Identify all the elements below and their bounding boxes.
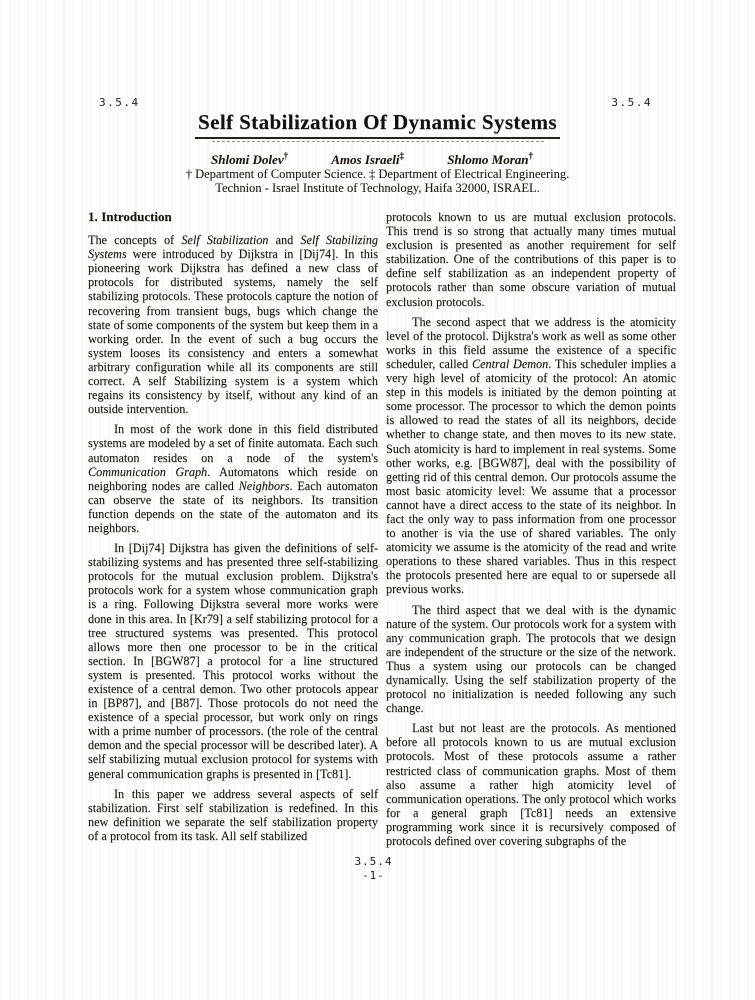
paragraph bbox=[386, 603, 676, 716]
text-segment: . Automatons which reside on neighboring nodes are called bbox=[88, 464, 379, 493]
page-footer bbox=[0, 855, 747, 883]
emphasized-text-segment: Neighbors bbox=[238, 478, 290, 493]
header-section-number-left: 3.5.4 bbox=[99, 96, 140, 109]
paragraph bbox=[386, 210, 676, 309]
author-amos-israeli bbox=[331, 152, 404, 168]
left-column bbox=[88, 210, 378, 854]
footer-section-number: 3.5.4 bbox=[354, 855, 393, 868]
author-affiliation-mark: † bbox=[283, 150, 289, 161]
text-segment: Last but not least are the protocols. As mentioned before all protocols known to us are mutual exclusion protocols. Most of these protocols assume a rather restricted class of communication graphs. Most of them also assume a rather high atomicity level of communication operations. The only protocol which works for a general graph [Tc81] needs an extensive programming work since it is recursively composed of protocols defined over covering subgraphs of the bbox=[386, 721, 676, 849]
title-block bbox=[0, 110, 755, 142]
author-name: Amos Israeli bbox=[331, 152, 400, 167]
emphasized-text-segment: Self Stabilization bbox=[181, 233, 269, 248]
author-affiliation-mark: † bbox=[528, 150, 533, 161]
text-segment: In [Dij74] Dijkstra has given the definitions of self-stabilizing systems and has presented three self-stabilizing protocols for the mutual exclusion problem. Dijkstra's protocols work for a system whose communication graph is a ring. Following Dijkstra several more works were done in this area. In [Kr79] a self stabilizing protocol for a tree structured systems was presented. This protocol allows more then one processor to be in the critical section. In [BGW87] a protocol for a line structured system is presented. This protocol works without the existence of a central demon. Two other protocols appear in [BP87], and [B87]. Those protocols do not need the existence of a special processor, but work only on rings with a prime number of processors. (the role of the central demon and the special processor will be described later). A self stabilizing mutual exclusion protocol for systems with general communication graphs is presented in [Tc81]. bbox=[88, 541, 378, 781]
emphasized-text-segment: Central Demon bbox=[471, 356, 549, 371]
emphasized-text-segment: Self Stabilizing Systems bbox=[88, 233, 378, 262]
left-column-paragraphs bbox=[88, 233, 378, 843]
section-heading-introduction: 1. Introduction bbox=[88, 209, 172, 224]
text-segment: The third aspect that we deal with is the dynamic nature of the system. Our protocols work for a system with any communication graph. The protocols that we design are independent of the structure or the size of the network. Thus a system using our protocols can be changed dynamically. Using the self stabilization property of the protocol no initialization is needed following any such change. bbox=[386, 602, 676, 716]
text-segment: In most of the work done in this field distributed systems are modeled by a set of finite automata. Each such automaton resides on a node of the system's bbox=[88, 422, 378, 465]
author-list bbox=[211, 152, 533, 168]
paragraph bbox=[386, 721, 676, 848]
author-name: Shlomi Dolev bbox=[211, 152, 284, 167]
right-column-paragraphs bbox=[386, 210, 676, 848]
paragraph bbox=[386, 315, 676, 597]
right-column bbox=[386, 210, 676, 854]
title-underline-decoration bbox=[212, 141, 544, 142]
footer-page-number: -1- bbox=[362, 869, 385, 882]
text-segment: The second aspect that we address is the atomicity level of the protocol. Dijkstra's work as well as some other works in this field assume the existence of a specific scheduler, called bbox=[386, 314, 676, 371]
author-shlomi-dolev bbox=[211, 152, 288, 168]
paper-title: Self Stabilization Of Dynamic Systems bbox=[195, 110, 560, 139]
paragraph bbox=[88, 787, 378, 843]
two-column-body bbox=[88, 210, 676, 854]
affiliation-departments: † Department of Computer Science. ‡ Department of Electrical Engineering. bbox=[185, 167, 570, 181]
paragraph bbox=[88, 422, 378, 535]
header-section-number-right: 3.5.4 bbox=[611, 96, 652, 109]
text-segment: In this paper we address several aspects of self stabilization. First self stabilization is redefined. In this new definition we separate the self stabilization property of a protocol from its task. All self stabilized bbox=[88, 786, 378, 843]
author-name: Shlomo Moran bbox=[447, 152, 529, 167]
text-segment: were introduced by Dijkstra in [Dij74]. In this pioneering work Dijkstra has defined a new class of protocols for distributed systems, namely the self stabilizing protocols. These protocols capture the notion of recovering from transient bugs, bugs which change the state of some components of the system but keep them in a working order. In the event of such a bug occurs the system looses its consistency and enters a somewhat arbitrary configuration while all its components are still correct. A self Stabilizing system is a system which regains its consistency by itself, without any kind of an outside intervention. bbox=[88, 247, 378, 417]
paragraph bbox=[88, 541, 378, 781]
paragraph bbox=[88, 233, 378, 416]
text-segment: . Each automaton can observe the state of its neighbors. Its transition function depends on the state of the automaton and its neighbors. bbox=[88, 478, 378, 535]
text-segment: . This scheduler implies a very high level of atomicity of the protocol: An atomic step in this models is initiated by the demon pointing at some processor. The processor to which the demon points is allowed to read the states of all its neighbors, decide whether to change state, and then moves to its new state. Such atomicity is hard to implement in real systems. Some other works, e.g. [BGW87], deal with the possibility of getting rid of this central demon. Our protocols assume the most basic atomicity level: We assume that a processor cannot have a direct access to the state of its neighbor. In fact the only way to pass information from one processor to another is via the use of shared variables. The only atomicity we assume is the atomicity of the read and write operations to these shared variables. Thus in this respect the protocols presented here are equal to or supersede all previous works. bbox=[386, 356, 676, 597]
text-segment: and bbox=[268, 233, 301, 248]
text-segment: The concepts of bbox=[88, 233, 182, 248]
text-segment: protocols known to us are mutual exclusion protocols. This trend is so strong that actually many times mutual exclusion is presented as another requirement for self stabilization. One of the contributions of this paper is to define self stabilization as an independent property of protocols rather than some obscure variation of mutual exclusion protocols. bbox=[386, 210, 676, 309]
author-affiliation-mark: ‡ bbox=[399, 150, 405, 161]
emphasized-text-segment: Communication Graph bbox=[88, 464, 208, 479]
affiliation-institute: Technion - Israel Institute of Technology, Haifa 32000, ISRAEL. bbox=[215, 181, 540, 195]
author-shlomo-moran bbox=[447, 152, 533, 168]
